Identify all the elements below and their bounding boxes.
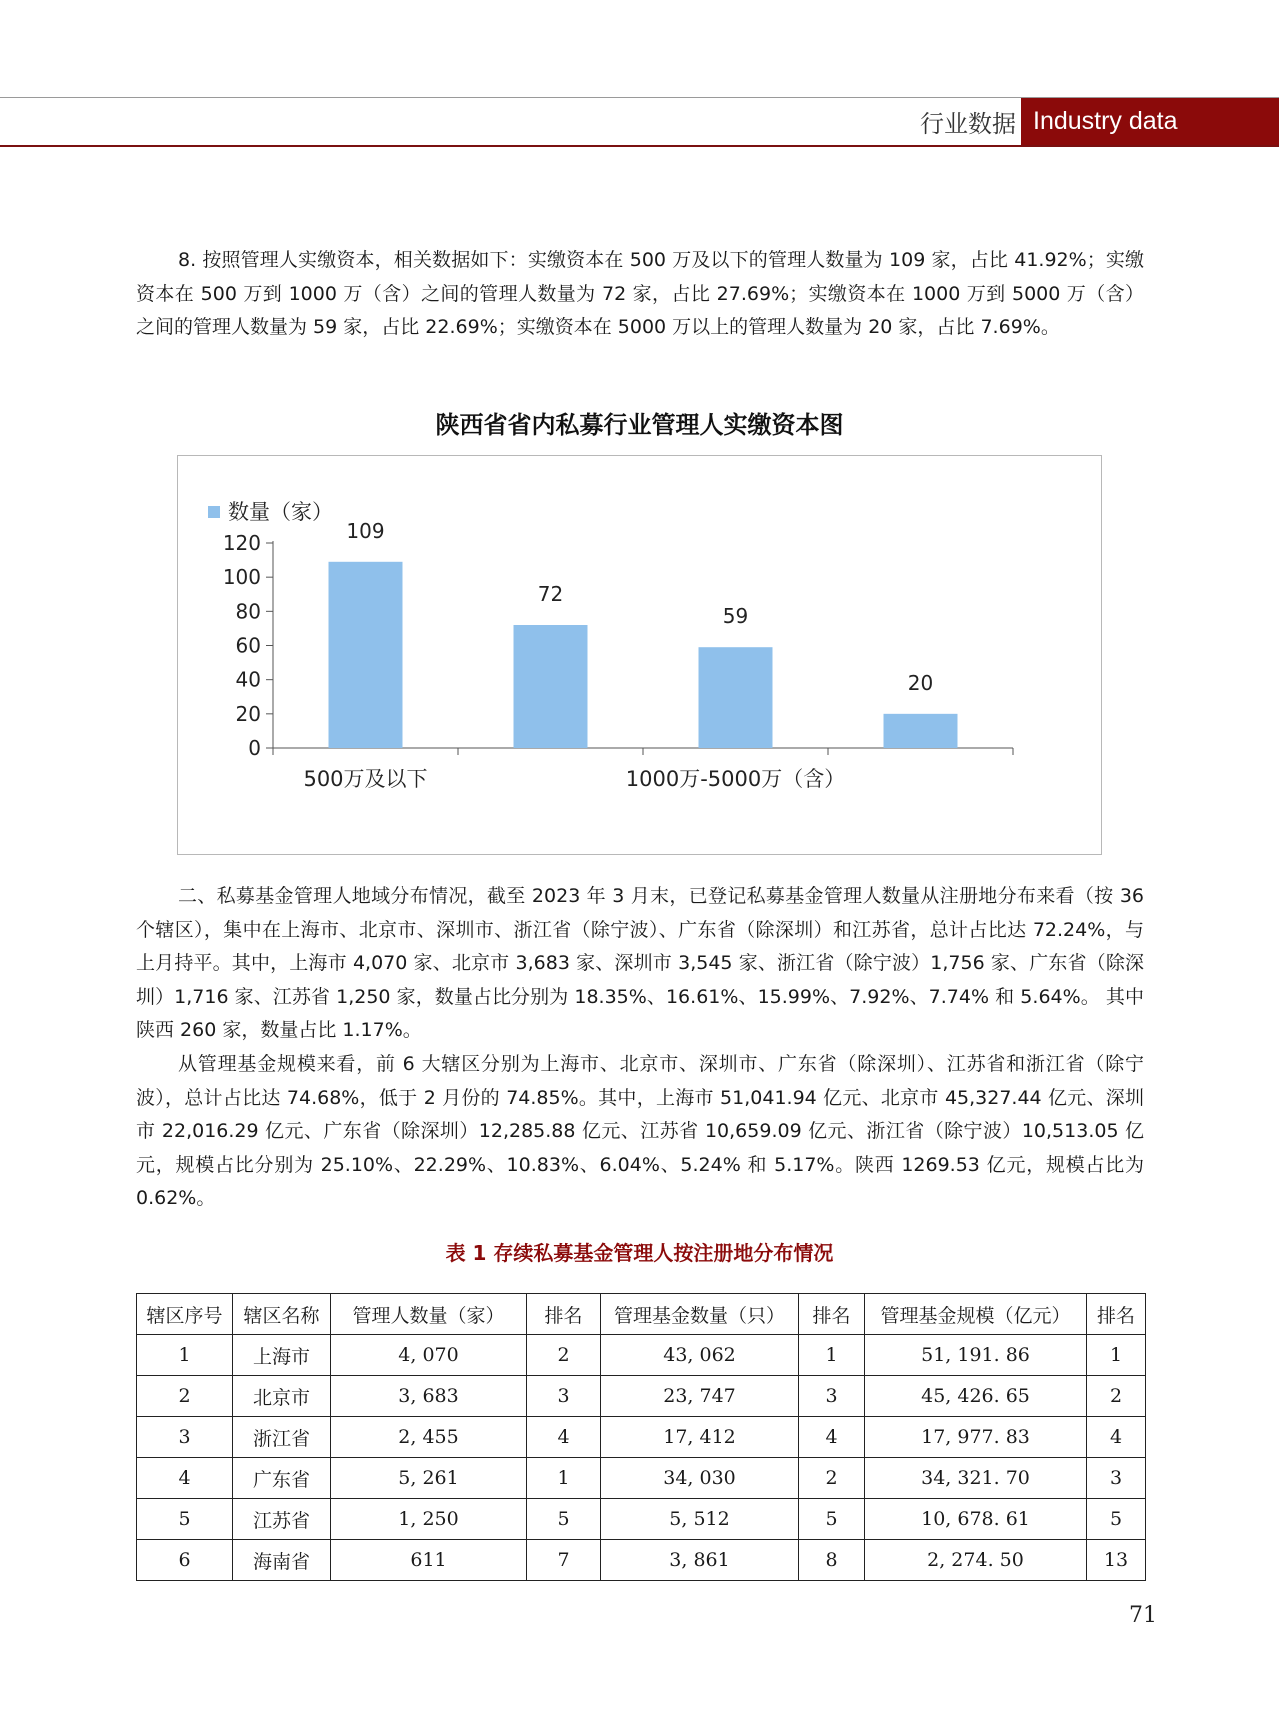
table-cell: 17, 977. 83	[865, 1417, 1087, 1458]
table-cell: 5	[527, 1499, 601, 1540]
header-section-cn: 行业数据	[920, 110, 1016, 138]
table-row	[137, 1417, 1146, 1458]
table-cell: 1	[1087, 1335, 1146, 1376]
y-tick-label: 0	[248, 736, 261, 760]
data-label: 109	[346, 518, 385, 543]
table-cell: 4	[527, 1417, 601, 1458]
table-cell: 1, 250	[331, 1499, 527, 1540]
table-cell: 3	[1087, 1458, 1146, 1499]
legend-swatch	[208, 506, 220, 518]
table-cell: 6	[137, 1540, 233, 1581]
table-body	[137, 1335, 1146, 1581]
table-cell: 2	[527, 1335, 601, 1376]
table-cell: 浙江省	[233, 1417, 331, 1458]
table-cell: 5	[1087, 1499, 1146, 1540]
table-row	[137, 1499, 1146, 1540]
registration-distribution-table	[136, 1293, 1146, 1581]
table-cell: 51, 191. 86	[865, 1335, 1087, 1376]
table-cell: 2	[1087, 1376, 1146, 1417]
header-cell: 管理基金数量（只）	[601, 1294, 799, 1335]
table-cell: 10, 678. 61	[865, 1499, 1087, 1540]
data-label: 20	[907, 670, 934, 695]
table-cell: 8	[799, 1540, 865, 1581]
header-cell: 辖区序号	[137, 1294, 233, 1335]
y-tick-label: 60	[235, 633, 261, 658]
y-tick-label: 20	[235, 701, 261, 726]
table-cell: 1	[799, 1335, 865, 1376]
table-title: 表 1 存续私募基金管理人按注册地分布情况	[445, 1241, 834, 1265]
table-cell: 2, 274. 50	[865, 1540, 1087, 1581]
table-row	[137, 1376, 1146, 1417]
table-cell: 23, 747	[601, 1376, 799, 1417]
table-cell: 海南省	[233, 1540, 331, 1581]
table-cell: 34, 030	[601, 1458, 799, 1499]
table-cell: 4	[137, 1458, 233, 1499]
table-cell: 1	[527, 1458, 601, 1499]
x-tick-label: 500万及以下	[303, 767, 428, 791]
data-label: 72	[537, 582, 564, 606]
y-tick-label: 120	[222, 531, 261, 555]
table-cell: 2	[799, 1458, 865, 1499]
bar-chart	[178, 456, 1101, 854]
x-axis	[273, 748, 1013, 755]
table-row	[137, 1540, 1146, 1581]
table-header-row	[137, 1294, 1146, 1335]
table-cell: 上海市	[233, 1335, 331, 1376]
table-cell: 3, 683	[331, 1376, 527, 1417]
bar	[699, 647, 773, 748]
table-cell: 1	[137, 1335, 233, 1376]
table-cell: 3	[527, 1376, 601, 1417]
table-cell: 江苏省	[233, 1499, 331, 1540]
header-cell: 辖区名称	[233, 1294, 331, 1335]
table-cell: 3, 861	[601, 1540, 799, 1581]
table-cell: 17, 412	[601, 1417, 799, 1458]
header-cell: 排名	[1087, 1294, 1146, 1335]
header-cell: 排名	[527, 1294, 601, 1335]
bar	[884, 714, 958, 748]
table-cell: 5	[799, 1499, 865, 1540]
page-number: 71	[1129, 1603, 1157, 1628]
paragraph-regional-distribution: 二、私募基金管理人地域分布情况，截至 2023 年 3 月末，已登记私募基金管理人数量从注册地分布来看（按 36 个辖区），集中在上海市、北京市、深圳市、浙江省（除宁波）、广东省（除深圳）和江苏省，总计占比达 72.24%，与上月持平。其中，上海市 4,070 家、北京市 3,683 家、深圳市 3,545 家、浙江省（除宁波）1,756 家、广东省（除深圳）1,716 家、江苏省 1,250 家，数量占比分别为 18.35%、16.61%、15.99%、7.92%、7.74% 和 5.64%。 其中陕西 260 家，数量占比 1.17%。	[136, 885, 1144, 1041]
bar-series	[329, 562, 958, 748]
chart-frame	[177, 455, 1102, 855]
table-row	[137, 1458, 1146, 1499]
table-cell: 34, 321. 70	[865, 1458, 1087, 1499]
table-cell: 3	[137, 1417, 233, 1458]
table-cell: 2	[137, 1376, 233, 1417]
table-cell: 2, 455	[331, 1417, 527, 1458]
y-tick-label: 80	[235, 599, 261, 624]
data-labels	[346, 519, 933, 695]
y-tick-label: 40	[235, 667, 261, 692]
x-tick-label: 1000万-5000万（含）	[625, 767, 846, 791]
table-cell: 4	[799, 1417, 865, 1458]
table-cell: 5	[137, 1499, 233, 1540]
bar	[329, 562, 403, 748]
y-tick-label: 100	[222, 565, 261, 590]
table-cell: 北京市	[233, 1376, 331, 1417]
y-axis	[223, 531, 273, 760]
table-cell: 4, 070	[331, 1335, 527, 1376]
table-cell: 3	[799, 1376, 865, 1417]
table-cell: 43, 062	[601, 1335, 799, 1376]
table-cell: 5, 512	[601, 1499, 799, 1540]
header-rule-bottom	[0, 145, 1279, 147]
table-cell: 5, 261	[331, 1458, 527, 1499]
table-cell: 4	[1087, 1417, 1146, 1458]
bar	[514, 625, 588, 748]
header-cell: 排名	[799, 1294, 865, 1335]
table-cell: 7	[527, 1540, 601, 1581]
table-cell: 13	[1087, 1540, 1146, 1581]
chart-title: 陕西省省内私募行业管理人实缴资本图	[435, 410, 844, 439]
data-label: 59	[722, 604, 749, 629]
header-cell: 管理基金规模（亿元）	[865, 1294, 1087, 1335]
table-cell: 广东省	[233, 1458, 331, 1499]
paragraph-paid-in-capital: 8. 按照管理人实缴资本，相关数据如下：实缴资本在 500 万及以下的管理人数量为 109 家，占比 41.92%；实缴资本在 500 万到 1000 万（含）之间的管理人数量为 72 家，占比 27.69%；实缴资本在 1000 万到 5000 万（含）之间的管理人数量为 59 家，占比 22.69%；实缴资本在 5000 万以上的管理人数量为 20 家，占比 7.69%。	[136, 249, 1144, 338]
x-tick-labels	[303, 767, 845, 791]
paragraph-fund-scale: 从管理基金规模来看，前 6 大辖区分别为上海市、北京市、深圳市、广东省（除深圳）、江苏省和浙江省（除宁波），总计占比达 74.68%，低于 2 月份的 74.85%。其中，上海市 51,041.94 亿元、北京市 45,327.44 亿元、深圳市 22,016.29 亿元、广东省（除深圳）12,285.88 亿元、江苏省 10,659.09 亿元、浙江省（除宁波）10,513.05 亿元，规模占比分别为 25.10%、22.29%、10.83%、6.04%、5.24% 和 5.17%。陕西 1269.53 亿元，规模占比为 0.62%。	[136, 1053, 1144, 1209]
table-cell: 45, 426. 65	[865, 1376, 1087, 1417]
table-row	[137, 1335, 1146, 1376]
header-section-en: Industry data	[1021, 98, 1279, 145]
legend-label: 数量（家）	[228, 500, 333, 524]
header-cell: 管理人数量（家）	[331, 1294, 527, 1335]
table-cell: 611	[331, 1540, 527, 1581]
